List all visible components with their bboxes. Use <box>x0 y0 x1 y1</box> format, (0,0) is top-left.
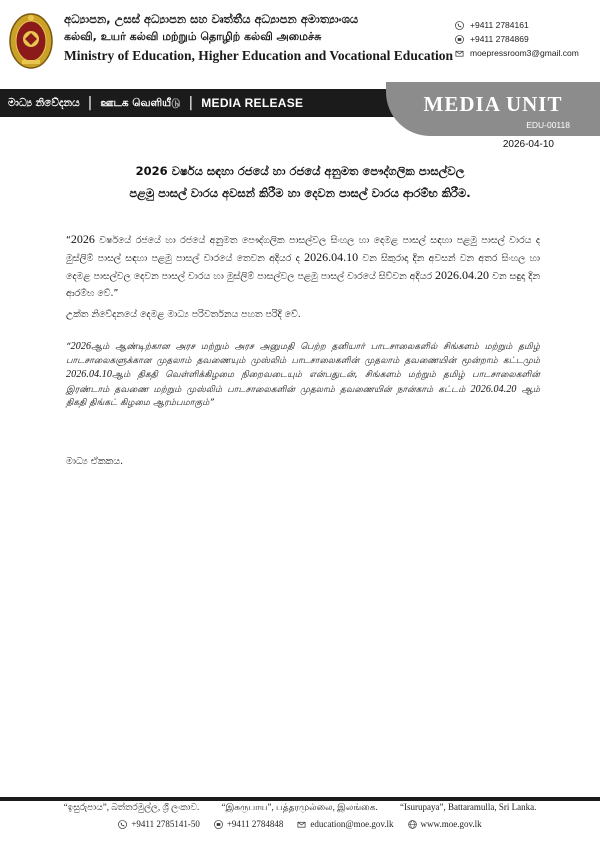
end-date-text: 2026.04.10 <box>304 250 359 264</box>
release-title-line: පළමු පාසල් වාරය අවසන් කිරීම හා දෙවන පාසල් වාරය ආරම්භ කිරීම. <box>129 186 471 200</box>
phone-icon <box>455 21 464 30</box>
banner-label-tamil: ஊடக வெளியீடு <box>100 96 181 109</box>
media-unit-tab <box>386 82 600 136</box>
header-fax <box>455 32 600 46</box>
header-phone-text: +9411 2784161 <box>470 20 529 30</box>
release-title <box>40 160 560 204</box>
footer-contacts <box>0 819 600 829</box>
sri-lanka-emblem-icon <box>8 12 54 70</box>
header-contacts <box>455 18 600 60</box>
start-date-text: 2026.04.20 <box>470 383 517 395</box>
paragraph-text: වන සඳුදා දින ආරම්භ වේ.” <box>66 271 540 299</box>
footer-address-sinhala: “ඉසුරුපාය”, බත්තරමුල්ල, ශ්‍රී ලංකාව. <box>63 802 200 812</box>
paragraph-text: වන සිකුරාදා දින අවසන් වන අතර සිංහල හා දෙමළ පාසල්වල දෙවන පාසල් වාරය හා මුස්ලිම් පාසල්වල පළමු පාසල් වාරයේ සිව්වන අදියර <box>66 253 541 282</box>
fax-icon <box>455 35 464 44</box>
footer-website-text: www.moe.gov.lk <box>420 819 482 829</box>
banner-separator: | <box>188 95 194 111</box>
document-date: 2026-04-10 <box>502 139 554 150</box>
letterhead <box>0 0 600 84</box>
paragraph-text: ஆம் திகதி வெள்ளிக்கிழமை நிறைவடையும் என்பதுடன், சிங்களம் மற்றும் தமிழ் பாடசாலைகளின் இரண்டாம் தவணை மற்றும் முஸ்லிம் பாடசாலைகளின் முதலாம் தவணையின் நான்காம் கட்டம் <box>66 370 540 395</box>
footer-fax-text: +9411 2784848 <box>226 819 284 829</box>
footer-phone <box>118 819 200 829</box>
footer-divider <box>0 797 600 801</box>
header-email-text: moepressroom3@gmail.com <box>470 48 579 58</box>
paragraph-text: ஆம் ஆண்டிற்கான அரச மற்றும் அரச அனுமதி பெற்ற தனியார் பாடசாலைகளில் சிங்களம் மற்றும் தமிழ் பாடசாலைகளுக்கான முதலாம் தவணையும் முஸ்லிம் பாடசாலைகளின் முதலாம் தவணையின் மூன்றாம் கட்டமும் <box>66 342 540 366</box>
header-phone <box>455 18 600 32</box>
header-email <box>455 46 600 60</box>
signoff: මාධ්‍ය ඒකකය. <box>66 456 124 467</box>
paragraph-text: වර්ෂයේ රජයේ හා රජයේ අනුමත පෞද්ගලික පාසල්වල සිංහල හා දෙමළ පාසල් සඳහා පළමු පාසල් වාරය ද මුස්ලිම් පාසල් සඳහා පළමු පාසල් වාරයේ තෙවන අදියර ද <box>66 235 540 264</box>
footer-email <box>297 819 393 829</box>
paragraph-text: ஆம் திகதி திங்கட் கிழமை ஆரம்பமாகும்” <box>66 384 540 409</box>
quote-open: “ <box>66 342 71 352</box>
translation-note: උක්ත නිවේදනයේ දෙමළ මාධ්‍ය පරිවර්තනය පහත පරිදි වේ. <box>66 309 301 320</box>
quote-open: “ <box>66 235 71 246</box>
start-date-text: 2026.04.20 <box>435 268 490 282</box>
banner-separator: | <box>87 95 93 111</box>
email-icon <box>297 820 306 829</box>
web-icon <box>408 820 417 829</box>
ministry-name-tamil: கல்வி, உயர் கல்வி மற்றும் தொழிற் கல்வி அமைச்சு <box>64 30 322 43</box>
header-fax-text: +9411 2784869 <box>470 34 529 44</box>
banner-labels <box>8 89 303 117</box>
ministry-name-english: Ministry of Education, Higher Education and Vocational Education <box>64 48 454 63</box>
footer-website <box>408 819 482 829</box>
ministry-name <box>64 10 454 66</box>
tamil-announcement-paragraph <box>66 340 540 411</box>
end-date-text: 2026.04.10 <box>66 369 112 381</box>
email-icon <box>455 49 464 58</box>
banner-label-english: MEDIA RELEASE <box>201 96 304 110</box>
footer-email-text: education@moe.gov.lk <box>310 819 394 829</box>
footer-phone-text: +9411 2785141-50 <box>131 819 200 829</box>
footer-fax <box>214 819 284 829</box>
footer-address-english: “Isurupaya”, Battaramulla, Sri Lanka. <box>399 802 537 812</box>
media-unit-title: MEDIA UNIT <box>423 92 563 116</box>
footer-address <box>0 802 600 814</box>
year-text: 2026 <box>70 341 92 352</box>
ministry-name-sinhala: අධ්‍යාපන, උසස් අධ්‍යාපන සහ වෘත්තීය අධ්‍යාපන අමාත්‍යාංශය <box>64 12 359 26</box>
phone-icon <box>118 820 127 829</box>
release-title-line: 2026 වර්ෂය සඳහා රජයේ හා රජයේ අනුමත පෞද්ගලික පාසල්වල <box>135 164 465 178</box>
banner-label-sinhala: මාධ්‍ය නිවේදනය <box>8 96 80 109</box>
footer-address-tamil: “இசுருபாய”, பத்தரமுல்லை, இலங்கை. <box>221 802 378 812</box>
year-text: 2026 <box>70 232 95 246</box>
fax-icon <box>214 820 223 829</box>
sinhala-announcement-paragraph <box>66 231 540 302</box>
document-reference-code: EDU-00118 <box>526 120 570 130</box>
